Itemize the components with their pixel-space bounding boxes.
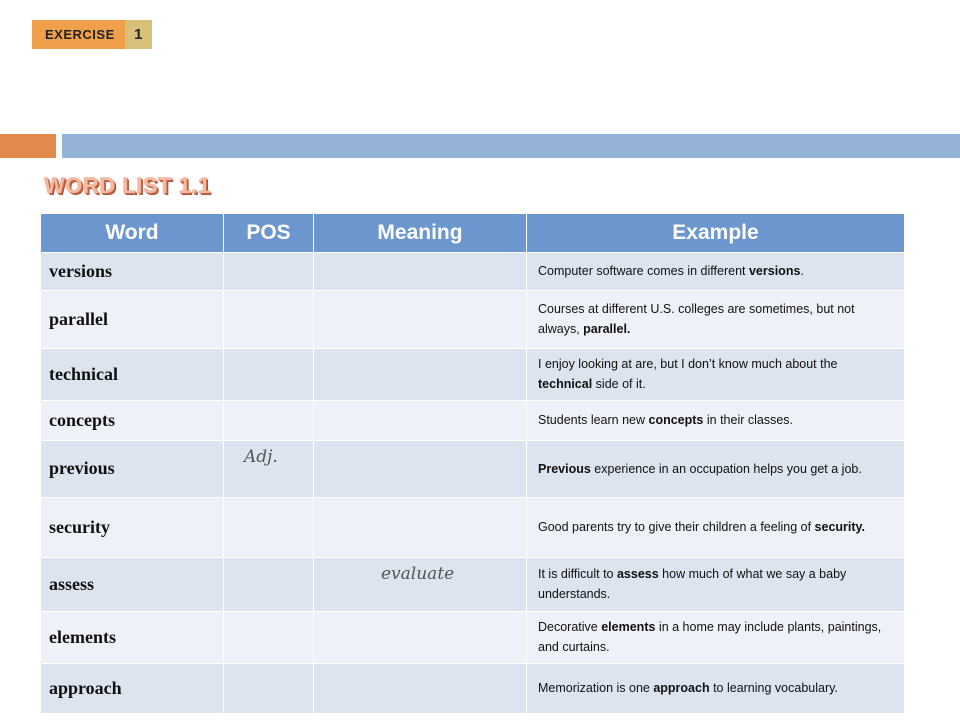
example-keyword: security. bbox=[814, 520, 866, 534]
pos-cell[interactable] bbox=[224, 497, 314, 557]
table-row bbox=[41, 290, 905, 348]
table-row bbox=[41, 557, 905, 611]
example-text: It is difficult to bbox=[538, 567, 617, 581]
meaning-cell[interactable] bbox=[314, 348, 527, 400]
meaning-cell[interactable] bbox=[314, 611, 527, 663]
table-row bbox=[41, 348, 905, 400]
example-keyword: elements bbox=[601, 620, 656, 634]
example-cell bbox=[527, 400, 905, 440]
example-text: . bbox=[800, 264, 804, 278]
example-keyword: assess bbox=[616, 567, 659, 581]
example-text: Decorative bbox=[538, 620, 602, 634]
example-keyword: Previous bbox=[538, 461, 591, 476]
word-cell: assess bbox=[41, 557, 224, 611]
example-text: Students learn new bbox=[538, 413, 649, 427]
word-cell: elements bbox=[41, 611, 224, 663]
pos-cell[interactable] bbox=[224, 611, 314, 663]
example-text: how much of what we say a baby understands. bbox=[538, 567, 847, 601]
example-text: experience in an occupation helps you get a job. bbox=[590, 461, 862, 476]
example-text: Memorization is one bbox=[538, 681, 654, 695]
example-text: Courses at different U.S. colleges are sometimes, but not always, bbox=[538, 302, 855, 336]
header-example: Example bbox=[527, 214, 905, 252]
header-band bbox=[62, 134, 960, 158]
pos-cell[interactable] bbox=[224, 557, 314, 611]
page-title: WORD LIST 1.1 bbox=[44, 173, 211, 198]
exercise-label: EXERCISE bbox=[32, 20, 125, 49]
header-word: Word bbox=[41, 214, 224, 252]
example-text: side of it. bbox=[592, 377, 646, 391]
pos-cell[interactable] bbox=[224, 348, 314, 400]
example-cell bbox=[527, 611, 905, 663]
example-keyword: parallel. bbox=[583, 322, 631, 336]
example-cell bbox=[527, 440, 905, 497]
word-cell: parallel bbox=[41, 290, 224, 348]
example-cell bbox=[527, 290, 905, 348]
word-list-table bbox=[40, 214, 905, 714]
exercise-badge bbox=[32, 20, 152, 49]
example-keyword: approach bbox=[653, 681, 710, 695]
example-text: in their classes. bbox=[703, 413, 794, 427]
example-keyword: technical bbox=[538, 377, 593, 391]
table-row bbox=[41, 252, 905, 290]
meaning-cell[interactable] bbox=[314, 252, 527, 290]
example-text: in a home may include plants, paintings, and curtains. bbox=[538, 620, 882, 654]
meaning-cell[interactable] bbox=[314, 497, 527, 557]
example-cell bbox=[527, 557, 905, 611]
example-cell bbox=[527, 663, 905, 713]
table-row bbox=[41, 663, 905, 713]
table-row bbox=[41, 400, 905, 440]
word-cell: approach bbox=[41, 663, 224, 713]
word-cell: versions bbox=[41, 252, 224, 290]
example-keyword: versions bbox=[748, 264, 801, 278]
example-cell bbox=[527, 252, 905, 290]
meaning-handwriting: evaluate bbox=[381, 563, 455, 584]
example-text: to learning vocabulary. bbox=[709, 681, 838, 695]
table-row bbox=[41, 440, 905, 497]
meaning-cell[interactable] bbox=[314, 290, 527, 348]
table-header-row bbox=[41, 214, 905, 252]
header-pos: POS bbox=[224, 214, 314, 252]
example-cell bbox=[527, 348, 905, 400]
pos-cell[interactable] bbox=[224, 663, 314, 713]
word-cell: concepts bbox=[41, 400, 224, 440]
example-text: Good parents try to give their children a feeling of bbox=[538, 520, 815, 534]
example-keyword: concepts bbox=[648, 413, 704, 427]
meaning-cell[interactable] bbox=[314, 557, 527, 611]
pos-cell[interactable] bbox=[224, 290, 314, 348]
example-text: Computer software comes in different bbox=[538, 264, 749, 278]
table-row bbox=[41, 611, 905, 663]
header-meaning: Meaning bbox=[314, 214, 527, 252]
example-text: I enjoy looking at are, but I don’t know much about the bbox=[538, 357, 838, 371]
example-cell bbox=[527, 497, 905, 557]
exercise-number: 1 bbox=[125, 20, 152, 49]
table-row bbox=[41, 497, 905, 557]
pos-cell[interactable] bbox=[224, 252, 314, 290]
meaning-cell[interactable] bbox=[314, 663, 527, 713]
word-cell: security bbox=[41, 497, 224, 557]
header-band-accent bbox=[0, 134, 56, 158]
word-cell: previous bbox=[41, 440, 224, 497]
meaning-cell[interactable] bbox=[314, 440, 527, 497]
pos-cell[interactable] bbox=[224, 440, 314, 497]
pos-handwriting: Adj. bbox=[244, 446, 278, 467]
word-cell: technical bbox=[41, 348, 224, 400]
pos-cell[interactable] bbox=[224, 400, 314, 440]
meaning-cell[interactable] bbox=[314, 400, 527, 440]
